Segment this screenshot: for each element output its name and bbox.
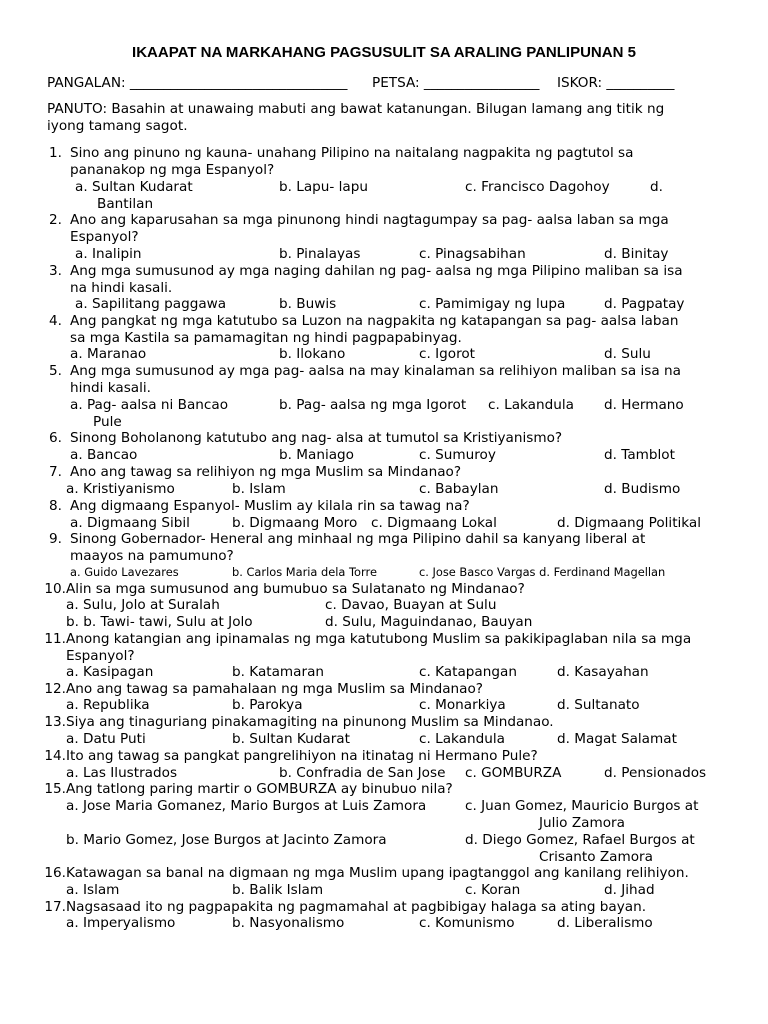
choice-d: d. Sultanato: [557, 697, 640, 713]
choice-continuation: Crisanto Zamora: [539, 849, 653, 865]
choice-a: a. Imperyalismo: [66, 915, 176, 931]
name-field-label: PANGALAN: ________________________________: [47, 75, 348, 91]
question-number: 17.: [44, 899, 66, 915]
question-text: Sinong Gobernador- Heneral ang minhaal ng mga Pilipino dahil sa kanyang liberal at: [70, 531, 646, 547]
choice-a: a. Jose Maria Gomanez, Mario Burgos at Luis Zamora: [66, 798, 427, 814]
question-number: 9.: [49, 531, 62, 547]
question-text: Ang mga sumusunod ay mga pag- aalsa na may kinalaman sa relihiyon maliban sa isa na: [70, 363, 681, 379]
choice-a: a. Digmaang Sibil: [70, 515, 190, 531]
choice-a: a. Kristiyanismo: [66, 481, 175, 497]
question-text: na hindi kasali.: [70, 280, 173, 296]
choice-c: c. Katapangan: [419, 664, 517, 680]
question-number: 1.: [49, 145, 62, 161]
choice-d: d. Pensionados: [604, 765, 707, 781]
choice-b: b. Katamaran: [232, 664, 325, 680]
choice-a: a. Sulu, Jolo at Suralah: [66, 597, 220, 613]
question-text: maayos na pamumuno?: [70, 548, 234, 564]
choice-b: b. Islam: [232, 481, 286, 497]
question-text: Ang tatlong paring martir o GOMBURZA ay binubuo nila?: [66, 781, 453, 797]
choice-a: a. Guido Lavezares: [70, 565, 179, 579]
question-text: Espanyol?: [66, 648, 135, 664]
choice-a: a. Bancao: [70, 447, 138, 463]
choice-c: c. Pinagsabihan: [419, 246, 526, 262]
question-text: Anong katangian ang ipinamalas ng mga katutubong Muslim sa pakikipaglaban nila sa mga: [66, 631, 692, 647]
question-text: Ang pangkat ng mga katutubo sa Luzon na nagpakita ng katapangan sa pag- aalsa laban: [70, 313, 679, 329]
choice-c: c. Davao, Buayan at Sulu: [325, 597, 497, 613]
choice-b: b. b. Tawi- tawi, Sulu at Jolo: [66, 614, 253, 630]
choice-a: a. Datu Puti: [66, 731, 146, 747]
question-number: 11.: [44, 631, 66, 647]
choice-c: c. Digmaang Lokal: [371, 515, 497, 531]
choice-c-d: c. Jose Basco Vargas d. Ferdinand Magellan: [419, 565, 666, 579]
question-number: 14.: [44, 748, 66, 764]
question-text: Sino ang pinuno ng kauna- unahang Pilipino na naitalang nagpakita ng pagtutol sa: [70, 145, 634, 161]
score-field-label: ISKOR: __________: [557, 75, 675, 91]
question-number: 13.: [44, 714, 66, 730]
question-number: 6.: [49, 430, 62, 446]
choice-a: a. Kasipagan: [66, 664, 154, 680]
choice-c: c. Francisco Dagohoy: [465, 179, 610, 195]
choice-a: a. Inalipin: [75, 246, 142, 262]
question-text: Ang digmaang Espanyol- Muslim ay kilala rin sa tawag na?: [70, 498, 470, 514]
choice-d: d. Pagpatay: [604, 296, 685, 312]
choice-c: c. Lakandula: [419, 731, 505, 747]
choice-a: a. Sultan Kudarat: [75, 179, 193, 195]
choice-continuation: Julio Zamora: [539, 815, 625, 831]
choice-b: b. Pinalayas: [279, 246, 361, 262]
choice-b: b. Mario Gomez, Jose Burgos at Jacinto Zamora: [66, 832, 387, 848]
choice-d: d. Binitay: [604, 246, 669, 262]
question-text: Ano ang kaparusahan sa mga pinunong hindi nagtagumpay sa pag- aalsa laban sa mga: [70, 212, 669, 228]
question-number: 4.: [49, 313, 62, 329]
choice-a: a. Maranao: [70, 346, 147, 362]
choice-b: b. Carlos Maria dela Torre: [232, 565, 377, 579]
choice-c: c. Pamimigay ng lupa: [419, 296, 566, 312]
choice-b: b. Parokya: [232, 697, 303, 713]
choice-c: c. Igorot: [419, 346, 476, 362]
choice-c: c. Babaylan: [419, 481, 499, 497]
question-text: pananakop ng mga Espanyol?: [70, 162, 275, 178]
choice-d: d. Kasayahan: [557, 664, 649, 680]
choice-d: d. Sulu: [604, 346, 651, 362]
choice-b: b. Buwis: [279, 296, 337, 312]
question-number: 7.: [49, 464, 62, 480]
question-text: hindi kasali.: [70, 380, 151, 396]
question-text: Espanyol?: [70, 229, 139, 245]
choice-d: d. Sulu, Maguindanao, Bauyan: [325, 614, 533, 630]
question-text: Siya ang tinaguriang pinakamagiting na pinunong Muslim sa Mindanao.: [66, 714, 554, 730]
choice-continuation: Bantilan: [97, 196, 154, 212]
question-text: Katawagan sa banal na digmaan ng mga Muslim upang ipagtanggol ang kanilang relihiyon.: [66, 865, 689, 881]
choice-d: d. Budismo: [604, 481, 681, 497]
question-number: 16.: [44, 865, 66, 881]
choice-d: d. Digmaang Politikal: [557, 515, 702, 531]
choice-d: d. Magat Salamat: [557, 731, 677, 747]
question-text: Ano ang tawag sa relihiyon ng mga Muslim sa Mindanao?: [70, 464, 462, 480]
question-text: Ano ang tawag sa pamahalaan ng mga Muslim sa Mindanao?: [66, 681, 484, 697]
choice-c: c. Sumuroy: [419, 447, 496, 463]
question-number: 8.: [49, 498, 62, 514]
choice-a: a. Republika: [66, 697, 150, 713]
choice-b: b. Digmaang Moro: [232, 515, 358, 531]
choice-a: a. Sapilitang paggawa: [75, 296, 227, 312]
choice-d: d. Diego Gomez, Rafael Burgos at: [465, 832, 695, 848]
question-text: sa mga Kastila sa pamamagitan ng hindi pagpapabinyag.: [70, 330, 462, 346]
question-number: 12.: [44, 681, 66, 697]
choice-b: b. Balik Islam: [232, 882, 324, 898]
question-number: 15.: [44, 781, 66, 797]
choice-b: b. Confradia de San Jose: [279, 765, 446, 781]
choice-b: b. Lapu- lapu: [279, 179, 368, 195]
choice-c: c. Koran: [465, 882, 521, 898]
choice-b: b. Nasyonalismo: [232, 915, 345, 931]
choice-d: d. Hermano: [604, 397, 684, 413]
question-text: Ito ang tawag sa pangkat pangrelihiyon na itinatag ni Hermano Pule?: [66, 748, 538, 764]
question-number: 2.: [49, 212, 62, 228]
choice-d: d.: [650, 179, 663, 195]
question-text: Nagsasaad ito ng pagpapakita ng pagmamahal at pagbibigay halaga sa ating bayan.: [66, 899, 647, 915]
choice-b: b. Sultan Kudarat: [232, 731, 350, 747]
choice-c: c. Komunismo: [419, 915, 515, 931]
question-text: Ang mga sumusunod ay mga naging dahilan ng pag- aalsa ng mga Pilipino maliban sa isa: [70, 263, 683, 279]
question-number: 3.: [49, 263, 62, 279]
choice-d: d. Tamblot: [604, 447, 675, 463]
choice-a: a. Las Ilustrados: [66, 765, 178, 781]
question-text: Alin sa mga sumusunod ang bumubuo sa Sulatanato ng Mindanao?: [66, 581, 525, 597]
choice-b: b. Ilokano: [279, 346, 346, 362]
question-number: 5.: [49, 363, 62, 379]
instructions-line-2: iyong tamang sagot.: [47, 118, 188, 134]
date-field-label: PETSA: _________________: [372, 75, 540, 91]
question-text: Sinong Boholanong katutubo ang nag- alsa at tumutol sa Kristiyanismo?: [70, 430, 563, 446]
choice-continuation: Pule: [93, 414, 122, 430]
choice-b: b. Pag- aalsa ng mga Igorot: [279, 397, 467, 413]
choice-c: c. GOMBURZA: [465, 765, 562, 781]
choice-d: d. Liberalismo: [557, 915, 653, 931]
choice-c: c. Lakandula: [488, 397, 574, 413]
instructions-line-1: PANUTO: Basahin at unawaing mabuti ang bawat katanungan. Bilugan lamang ang titik ng: [47, 101, 665, 117]
choice-c: c. Juan Gomez, Mauricio Burgos at: [465, 798, 699, 814]
choice-a: a. Islam: [66, 882, 120, 898]
choice-b: b. Maniago: [279, 447, 354, 463]
choice-a: a. Pag- aalsa ni Bancao: [70, 397, 229, 413]
question-number: 10.: [44, 581, 66, 597]
choice-c: c. Monarkiya: [419, 697, 506, 713]
choice-d: d. Jihad: [604, 882, 655, 898]
page-title: IKAAPAT NA MARKAHANG PAGSUSULIT SA ARALING PANLIPUNAN 5: [132, 44, 636, 61]
